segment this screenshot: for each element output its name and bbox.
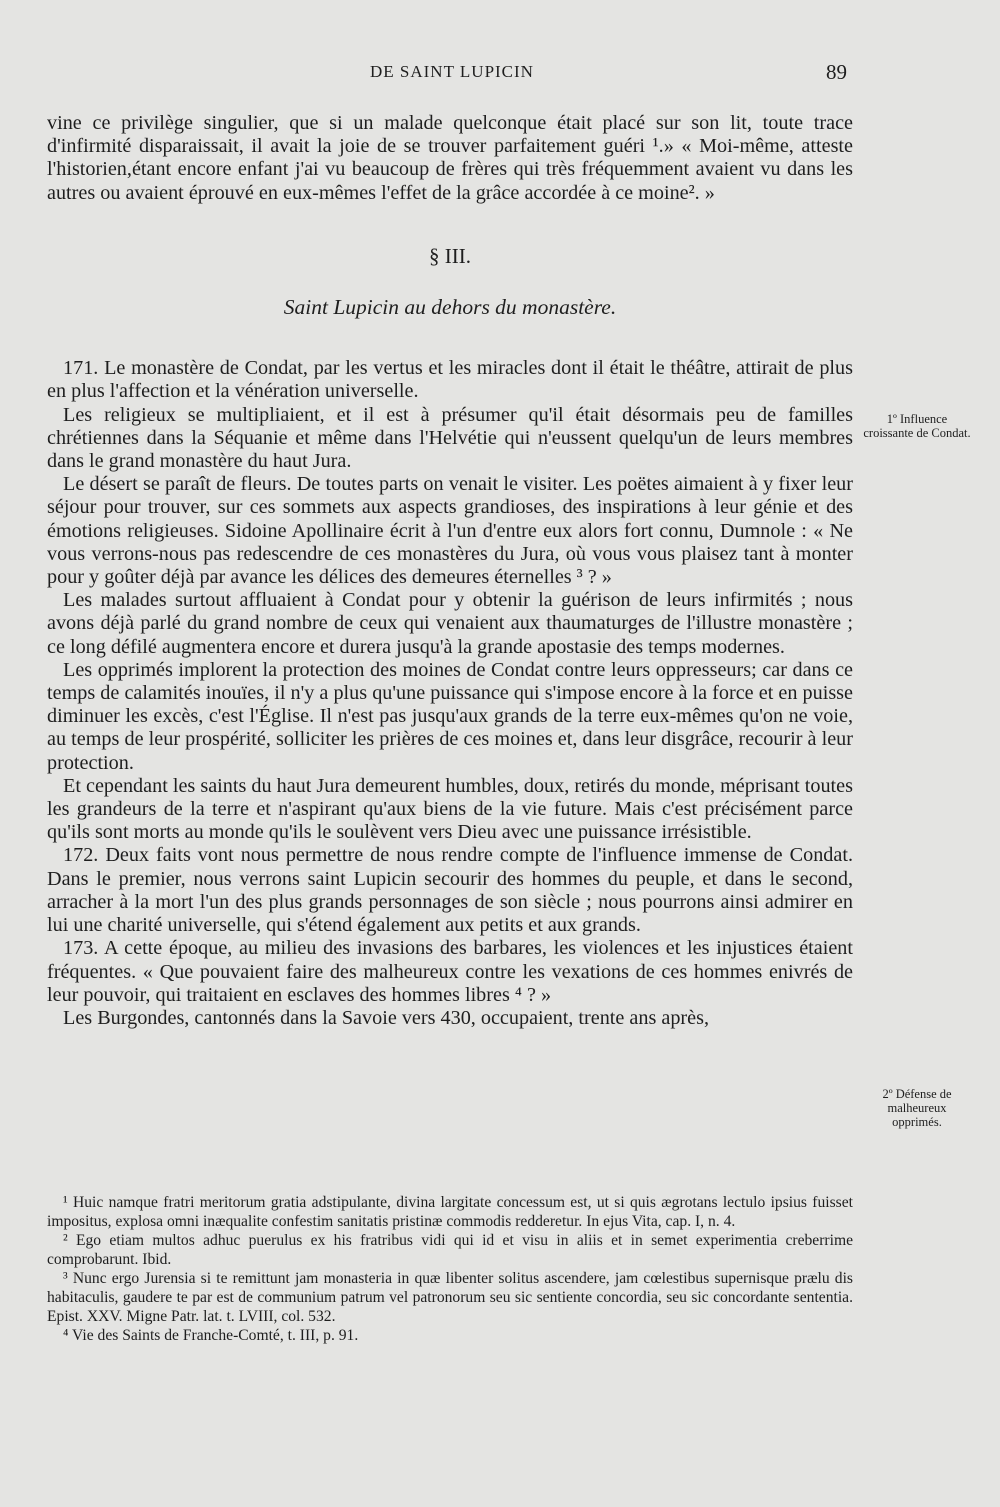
section-subtitle: Saint Lupicin au dehors du monastère. (283, 295, 617, 320)
main-text (47, 112, 853, 1030)
footnote: ² Ego etiam multos adhuc puerulus ex his fratribus vidi qui id et visu in aliis et in semet experimentia creberrime comprobarunt. Ibid. (47, 1232, 853, 1268)
paragraph: Les religieux se multipliaient, et il est à présumer qu'il était désormais peu de familles chrétiennes dans la Séquanie et même dans l'Helvétie qui n'eussent quelqu'un de leurs membres dans le grand monastère du haut Jura. (47, 403, 853, 473)
footnotes (47, 1193, 853, 1345)
margin-note-influence: 1º Influence croissante de Condat. (863, 412, 971, 440)
footnote: ³ Nunc ergo Jurensia si te remittunt jam monasteria in quæ libenter solitus ascendere, jam cœlestibus supernisque prælu dis habitaculis, gaudere te par est de communium patrum vel patronorum seu sic sentiente concordia, seu sic concordante sententia. Epist. XXV. Migne Patr. lat. t. LVIII, col. 532. (47, 1270, 853, 1325)
paragraph: Les malades surtout affluaient à Condat pour y obtenir la guérison de leurs infirmités ; nous avons déjà parlé du grand nombre de ceux qui venaient aux thaumaturges de l'illustre monastère ; ce long défilé augmentera encore et durera jusqu'à la grande apostasie des temps modernes. (47, 589, 853, 658)
footnote: ⁴ Vie des Saints de Franche-Comté, t. III, p. 91. (63, 1327, 359, 1344)
paragraph: Les Burgondes, cantonnés dans la Savoie vers 430, occupaient, trente ans après, (63, 1006, 709, 1029)
footnote: ¹ Huic namque fratri meritorum gratia adstipulante, divina largitate concessum est, ut si quis ægrotans lectulo ipsius fuisset impositus, explosa omni inæqualite confestim sanitatis pristinæ commodis redderetur. In ejus Vita, cap. I, n. 4. (47, 1194, 853, 1230)
paragraph: Le désert se paraît de fleurs. De toutes parts on venait le visiter. Les poëtes aimaient à y fixer leur séjour pour trouver, sur ces sommets aux aspects grandioses, des inspirations à leur génie et des émotions religieuses. Sidoine Apollinaire écrit à l'un d'entre eux alors fort connu, Dumnole : « Ne vous verrons-nous pas redescendre de ces monastères du Jura, où vous vous plaisez tant à monter pour y goûter déjà par avance les délices des demeures éternelles ³ ? » (47, 473, 853, 589)
margin-note-defense: 2º Défense de malheureux opprimés. (882, 1087, 952, 1129)
paragraph: Les opprimés implorent la protection des moines de Condat contre leurs oppresseurs; car dans ce temps de calamités inouïes, il n'y a plus qu'une puissance qui s'impose encore à la force et en puisse diminuer les excès, c'est l'Église. Il n'est pas jusqu'aux grands de la terre eux-mêmes qu'on ne voie, au temps de leur prospérité, solliciter les prières de ces moines et, dans leur disgrâce, recourir à leur protection. (47, 658, 853, 774)
paragraph: 171. Le monastère de Condat, par les vertus et les miracles dont il était le théâtre, attirait de plus en plus l'affection et la vénération universelle. (47, 357, 853, 403)
running-header: DE SAINT LUPICIN (370, 62, 534, 81)
paragraph: 172. Deux faits vont nous permettre de nous rendre compte de l'influence immense de Condat. Dans le premier, nous verrons saint Lupicin secourir des hommes du peuple, et dans le second, arracher à la mort l'un des plus grands personnages de son siècle ; nous pourrons ainsi admirer en lui une charité universelle, qui s'étend également aux petits et aux grands. (47, 844, 853, 937)
paragraph: Et cependant les saints du haut Jura demeurent humbles, doux, retirés du monde, méprisant toutes les grandeurs de la terre et n'aspirant qu'aux biens de la vie future. Mais c'est précisément parce qu'ils sont morts au monde qu'ils le soulèvent vers Dieu avec une puissance irrésistible. (47, 774, 853, 844)
page-number: 89 (826, 60, 847, 84)
paragraph: 173. A cette époque, au milieu des invasions des barbares, les violences et les injustices étaient fréquentes. « Que pouvaient faire des malheureux contre les vexations de ces hommes enivrés de leur pouvoir, qui traitaient en esclaves des hommes libres ⁴ ? » (47, 937, 853, 1006)
section-heading: § III. (429, 243, 471, 268)
paragraph: vine ce privilège singulier, que si un malade quelconque était placé sur son lit, toute trace d'infirmité disparaissait, il avait la joie de se trouver parfaitement guéri ¹.» « Moi-même, atteste l'historien,étant encore enfant j'ai vu beaucoup de frères qui très fréquemment avaient vu dans les autres ou avaient éprouvé en eux-mêmes l'effet de la grâce accordée à ce moine². » (47, 112, 853, 204)
